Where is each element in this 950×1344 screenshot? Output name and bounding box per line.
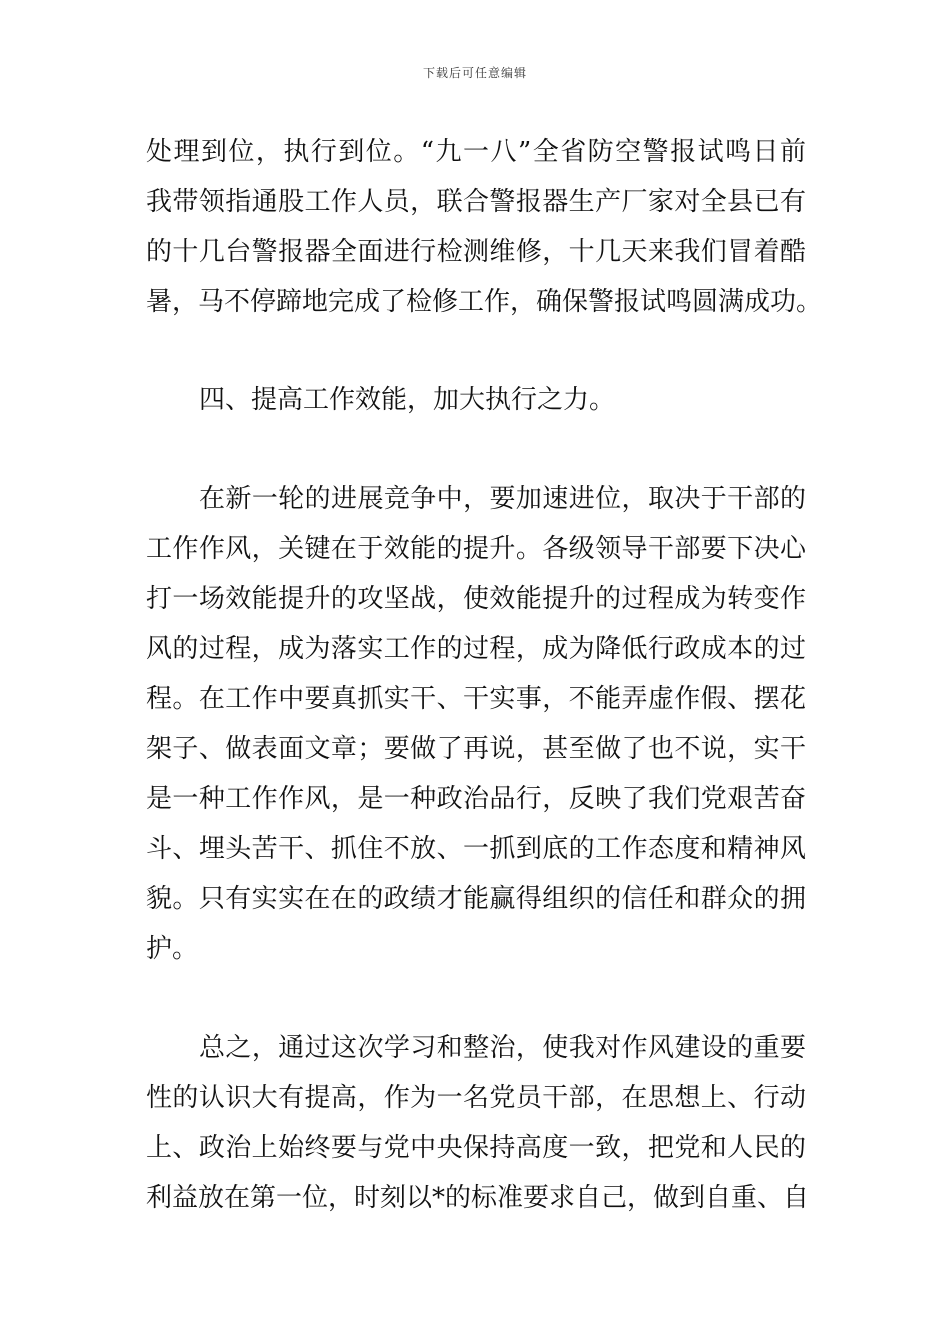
page-header: 下载后可任意编辑 [422,66,527,80]
text-line: 总之，通过这次学习和整治，使我对作风建设的重要 [199,1033,806,1063]
text-line: 的十几台警报器全面进行检测维修，十几天来我们冒着酷 [146,237,806,267]
text-line: 斗、埋头苦干、抓住不放、一抓到底的工作态度和精神风 [146,834,806,864]
text-line: 风的过程，成为落实工作的过程，成为降低行政成本的过 [146,634,806,664]
text-line: 性的认识大有提高，作为一名党员干部，在思想上、行动 [146,1083,806,1113]
text-line: 工作作风，关键在于效能的提升。各级领导干部要下决心 [146,534,806,564]
text-line: 我带领指通股工作人员，联合警报器生产厂家对全县已有 [146,187,806,217]
text-line: 架子、做表面文章；要做了再说，甚至做了也不说，实干 [146,734,806,764]
section-heading: 四、提高工作效能，加大执行之力。 [199,385,616,415]
text-line: 利益放在第一位，时刻以*的标准要求自己，做到自重、自 [146,1183,810,1213]
text-line: 在新一轮的进展竞争中，要加速进位，取决于干部的 [199,484,806,514]
text-line: 护。 [146,934,199,964]
text-line: 打一场效能提升的攻坚战，使效能提升的过程成为转变作 [146,584,806,614]
text-line: 暑，马不停蹄地完成了检修工作，确保警报试鸣圆满成功。 [146,287,823,317]
text-line: 上、政治上始终要与党中央保持高度一致，把党和人民的 [146,1133,806,1163]
text-line: 处理到位，执行到位。“九一八”全省防空警报试鸣日前 [146,137,806,167]
text-line: 是一种工作作风，是一种政治品行，反映了我们党艰苦奋 [146,784,806,814]
text-line: 程。在工作中要真抓实干、干实事，不能弄虚作假、摆花 [146,684,806,714]
text-line: 貌。只有实实在在的政绩才能赢得组织的信任和群众的拥 [146,884,806,914]
